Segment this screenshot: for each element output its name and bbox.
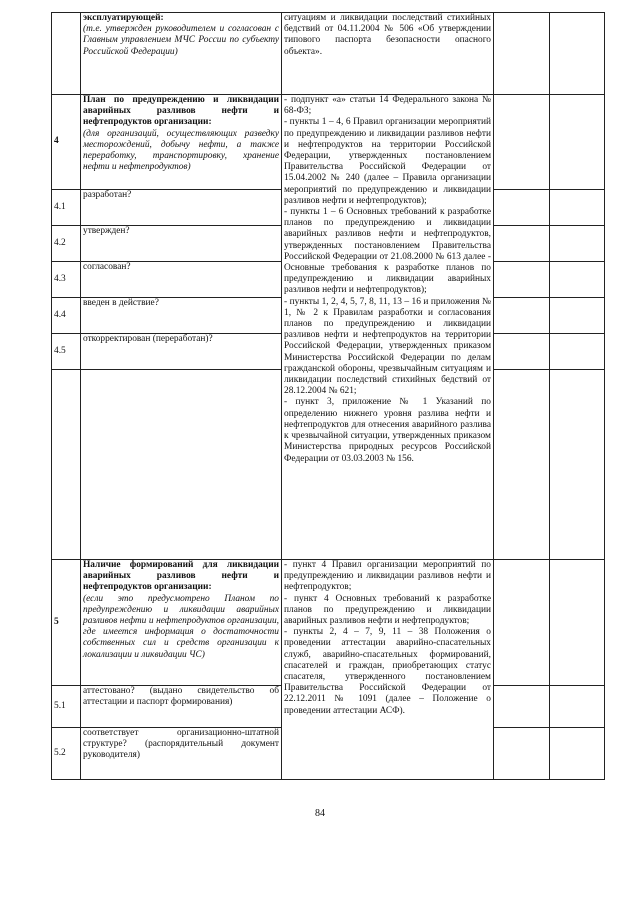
legal-basis-cell: ситуациям и ликвидации последствий стихийных бедствий от 04.11.2004 № 506 «Об утверждении типового паспорта безопасности опасного объекта». [282, 13, 494, 95]
question-cell: введен в действие? [81, 298, 282, 334]
answer-cell[interactable] [494, 226, 550, 262]
answer-cell[interactable] [494, 298, 550, 334]
question-note: (для организаций, осуществляющих разведку месторождений, добычу нефти, а также переработку, транспортировку, хранение нефти и нефтепродуктов) [83, 128, 279, 173]
question-cell [81, 13, 282, 95]
answer-cell[interactable] [494, 262, 550, 298]
row-number [52, 13, 81, 95]
answer-cell[interactable] [494, 13, 550, 95]
note-cell[interactable] [550, 262, 605, 298]
note-cell[interactable] [550, 686, 605, 728]
answer-cell[interactable] [494, 95, 550, 190]
note-cell[interactable] [550, 13, 605, 95]
note-cell[interactable] [550, 560, 605, 686]
question-cell: согласован? [81, 262, 282, 298]
question-title: Наличие формирований для ликвидации аварийных разливов нефти и нефтепродуктов организации: [83, 560, 279, 593]
note-cell[interactable] [550, 190, 605, 226]
question-title: План по предупреждению и ликвидации аварийных разливов нефти и нефтепродуктов организации: [83, 95, 279, 128]
table-row [52, 95, 605, 190]
note-cell[interactable] [550, 370, 605, 560]
question-cell [81, 95, 282, 190]
row-number: 4.3 [52, 262, 81, 298]
note-cell[interactable] [550, 298, 605, 334]
question-cell: аттестовано? (выдано свидетельство об аттестации и паспорт формирования) [81, 686, 282, 728]
legal-basis-cell: - подпункт «а» статьи 14 Федерального закона № 68-ФЗ; - пункты 1 – 4, 6 Правил организации мероприятий по предупреждению и ликвидации разливов нефти и нефтепродуктов на территории Российской Федерации, утвержденных постановлением Правительства Российской Федерации от 15.04.2002 № 240 (далее – Правила организации мероприятий по предупреждению и ликвидации разливов нефти и нефтепродуктов); - пункты 1 – 6 Основных требований к разработке планов по предупреждению и ликвидации аварийных разливов нефти и нефтепродуктов, утвержденных постановлением Правительства Российской Федерации от 21.08.2000 № 613 далее - Основные требования к разработке планов по предупреждению и ликвидации аварийных разливов нефти и нефтепродуктов); - пункты 1, 2, 4, 5, 7, 8, 11, 13 – 16 и приложения № 1, № 2 к Правилам разработки и согласования планов по предупреждению и ликвидации разливов нефти и нефтепродуктов на территории Российской Федерации, утвержденных приказом Министерства Российской Федерации по делам гражданской обороны, чрезвычайным ситуациям и ликвидации последствий стихийных бедствий от 28.12.2004 № 621; - пункт 3, приложение № 1 Указаний по определению нижнего уровня разлива нефти и нефтепродуктов для отнесения аварийного разлива к чрезвычайной ситуации, утвержденных приказом Министерства природных ресурсов Российской Федерации от 03.03.2003 № 156. [282, 95, 494, 560]
row-number: 4.2 [52, 226, 81, 262]
row-number [52, 370, 81, 560]
table-row [52, 560, 605, 686]
answer-cell[interactable] [494, 560, 550, 686]
answer-cell[interactable] [494, 728, 550, 780]
answer-cell[interactable] [494, 334, 550, 370]
row-number: 4 [52, 95, 81, 190]
answer-cell[interactable] [494, 686, 550, 728]
question-note: (т.е. утвержден руководителем и согласован с Главным управлением МЧС России по субъекту Российской Федерации) [83, 24, 279, 57]
note-cell[interactable] [550, 728, 605, 780]
question-cell: откорректирован (переработан)? [81, 334, 282, 370]
table-row [52, 13, 605, 95]
answer-cell[interactable] [494, 370, 550, 560]
requirements-table [51, 12, 605, 780]
row-number: 5.1 [52, 686, 81, 728]
row-number: 4.1 [52, 190, 81, 226]
note-cell[interactable] [550, 334, 605, 370]
question-cell [81, 370, 282, 560]
row-number: 4.4 [52, 298, 81, 334]
question-note: (если это предусмотрено Планом по предупреждению и ликвидации аварийных разливов нефти и нефтепродуктов организации, где имеется информация о достаточности собственных сил и средств организации к локализации и ликвидации ЧС) [83, 593, 279, 660]
question-cell: разработан? [81, 190, 282, 226]
page-number: 84 [315, 808, 325, 819]
question-cell: утвержден? [81, 226, 282, 262]
legal-basis-cell: - пункт 4 Правил организации мероприятий по предупреждению и ликвидации разливов нефти и нефтепродуктов; - пункт 4 Основных требований к разработке планов по предупреждению и ликвидации аварийных разливов нефти и нефтепродуктов; - пункты 2, 4 – 7, 9, 11 – 38 Положения о проведении аттестации аварийно-спасательных служб, аварийно-спасательных формирований, спасателей и граждан, приобретающих статус спасателя, утвержденного постановлением Правительства Российской Федерации от 22.12.2011 № 1091 (далее – Положение о проведении аттестации АСФ). [282, 560, 494, 780]
row-number: 5.2 [52, 728, 81, 780]
question-cell [81, 560, 282, 686]
row-number: 4.5 [52, 334, 81, 370]
question-title: эксплуатирующей: [83, 13, 164, 23]
answer-cell[interactable] [494, 190, 550, 226]
row-number: 5 [52, 560, 81, 686]
note-cell[interactable] [550, 95, 605, 190]
note-cell[interactable] [550, 226, 605, 262]
question-cell: соответствует организационно-штатной структуре? (распорядительный документ руководителя) [81, 728, 282, 780]
